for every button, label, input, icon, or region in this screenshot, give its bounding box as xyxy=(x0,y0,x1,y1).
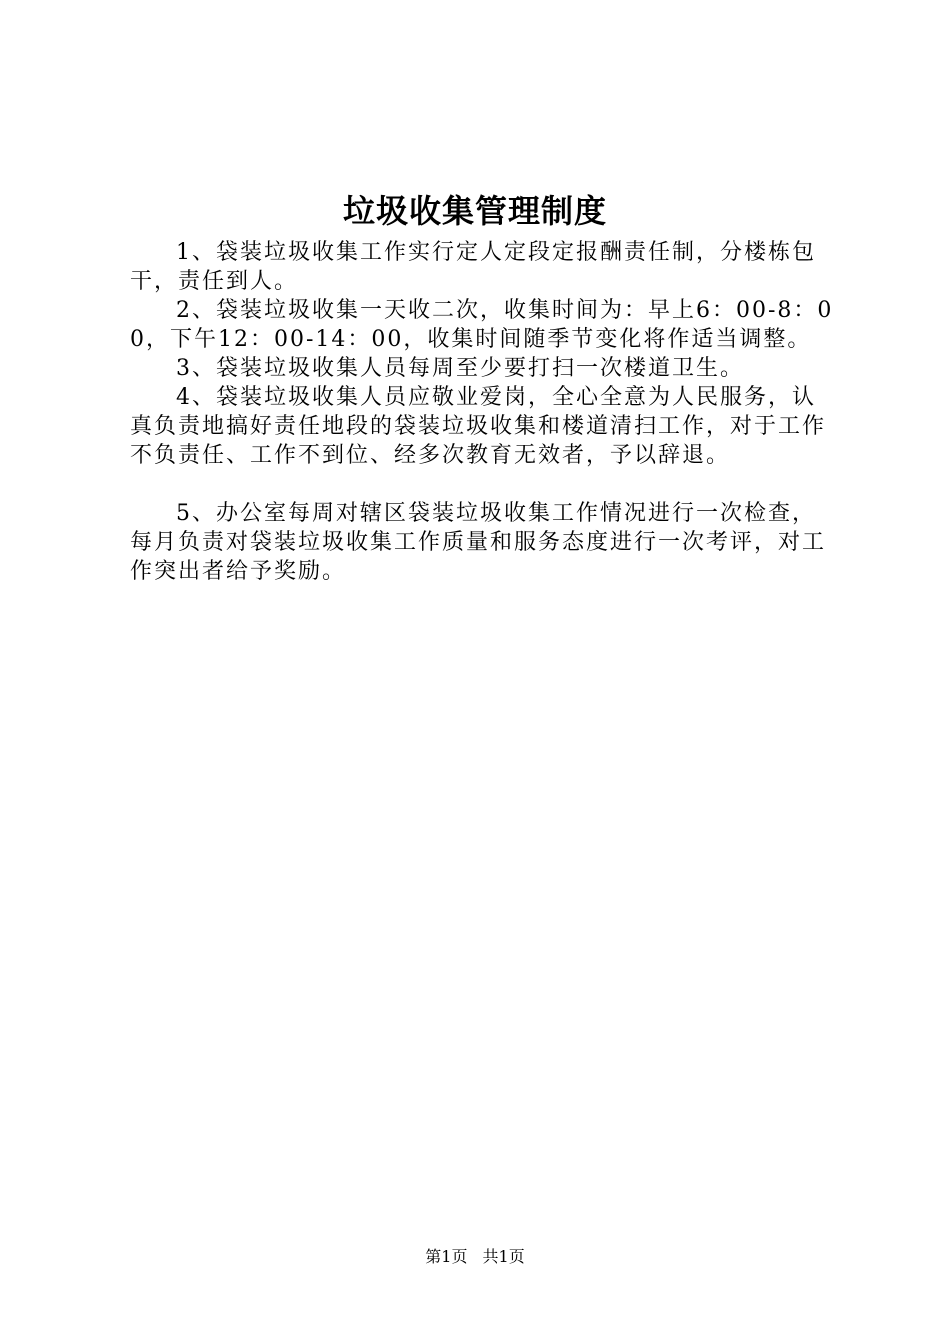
page-footer xyxy=(0,1244,950,1267)
paragraph-2: 2、袋装垃圾收集一天收二次，收集时间为：早上6：00-8：00，下午12：00-14：00，收集时间随季节变化将作适当调整。 xyxy=(130,298,834,352)
paragraph-3: 3、袋装垃圾收集人员每周至少要打扫一次楼道卫生。 xyxy=(176,356,744,381)
document-title: 垃圾收集管理制度 xyxy=(342,192,607,230)
document-body xyxy=(130,238,835,586)
page-number: 第1页 xyxy=(425,1247,468,1266)
paragraph-4: 4、袋装垃圾收集人员应敬业爱岗，全心全意为人民服务，认真负责地搞好责任地段的袋装垃圾收集和楼道清扫工作，对于工作不负责任、工作不到位、经多次教育无效者，予以辞退。 xyxy=(130,385,827,468)
paragraph-5: 5、办公室每周对辖区袋装垃圾收集工作情况进行一次检查，每月负责对袋装垃圾收集工作质量和服务态度进行一次考评，对工作突出者给予奖励。 xyxy=(130,501,827,584)
paragraph-1: 1、袋装垃圾收集工作实行定人定段定报酬责任制，分楼栋包干，责任到人。 xyxy=(130,240,816,294)
page-total: 共1页 xyxy=(482,1247,525,1266)
